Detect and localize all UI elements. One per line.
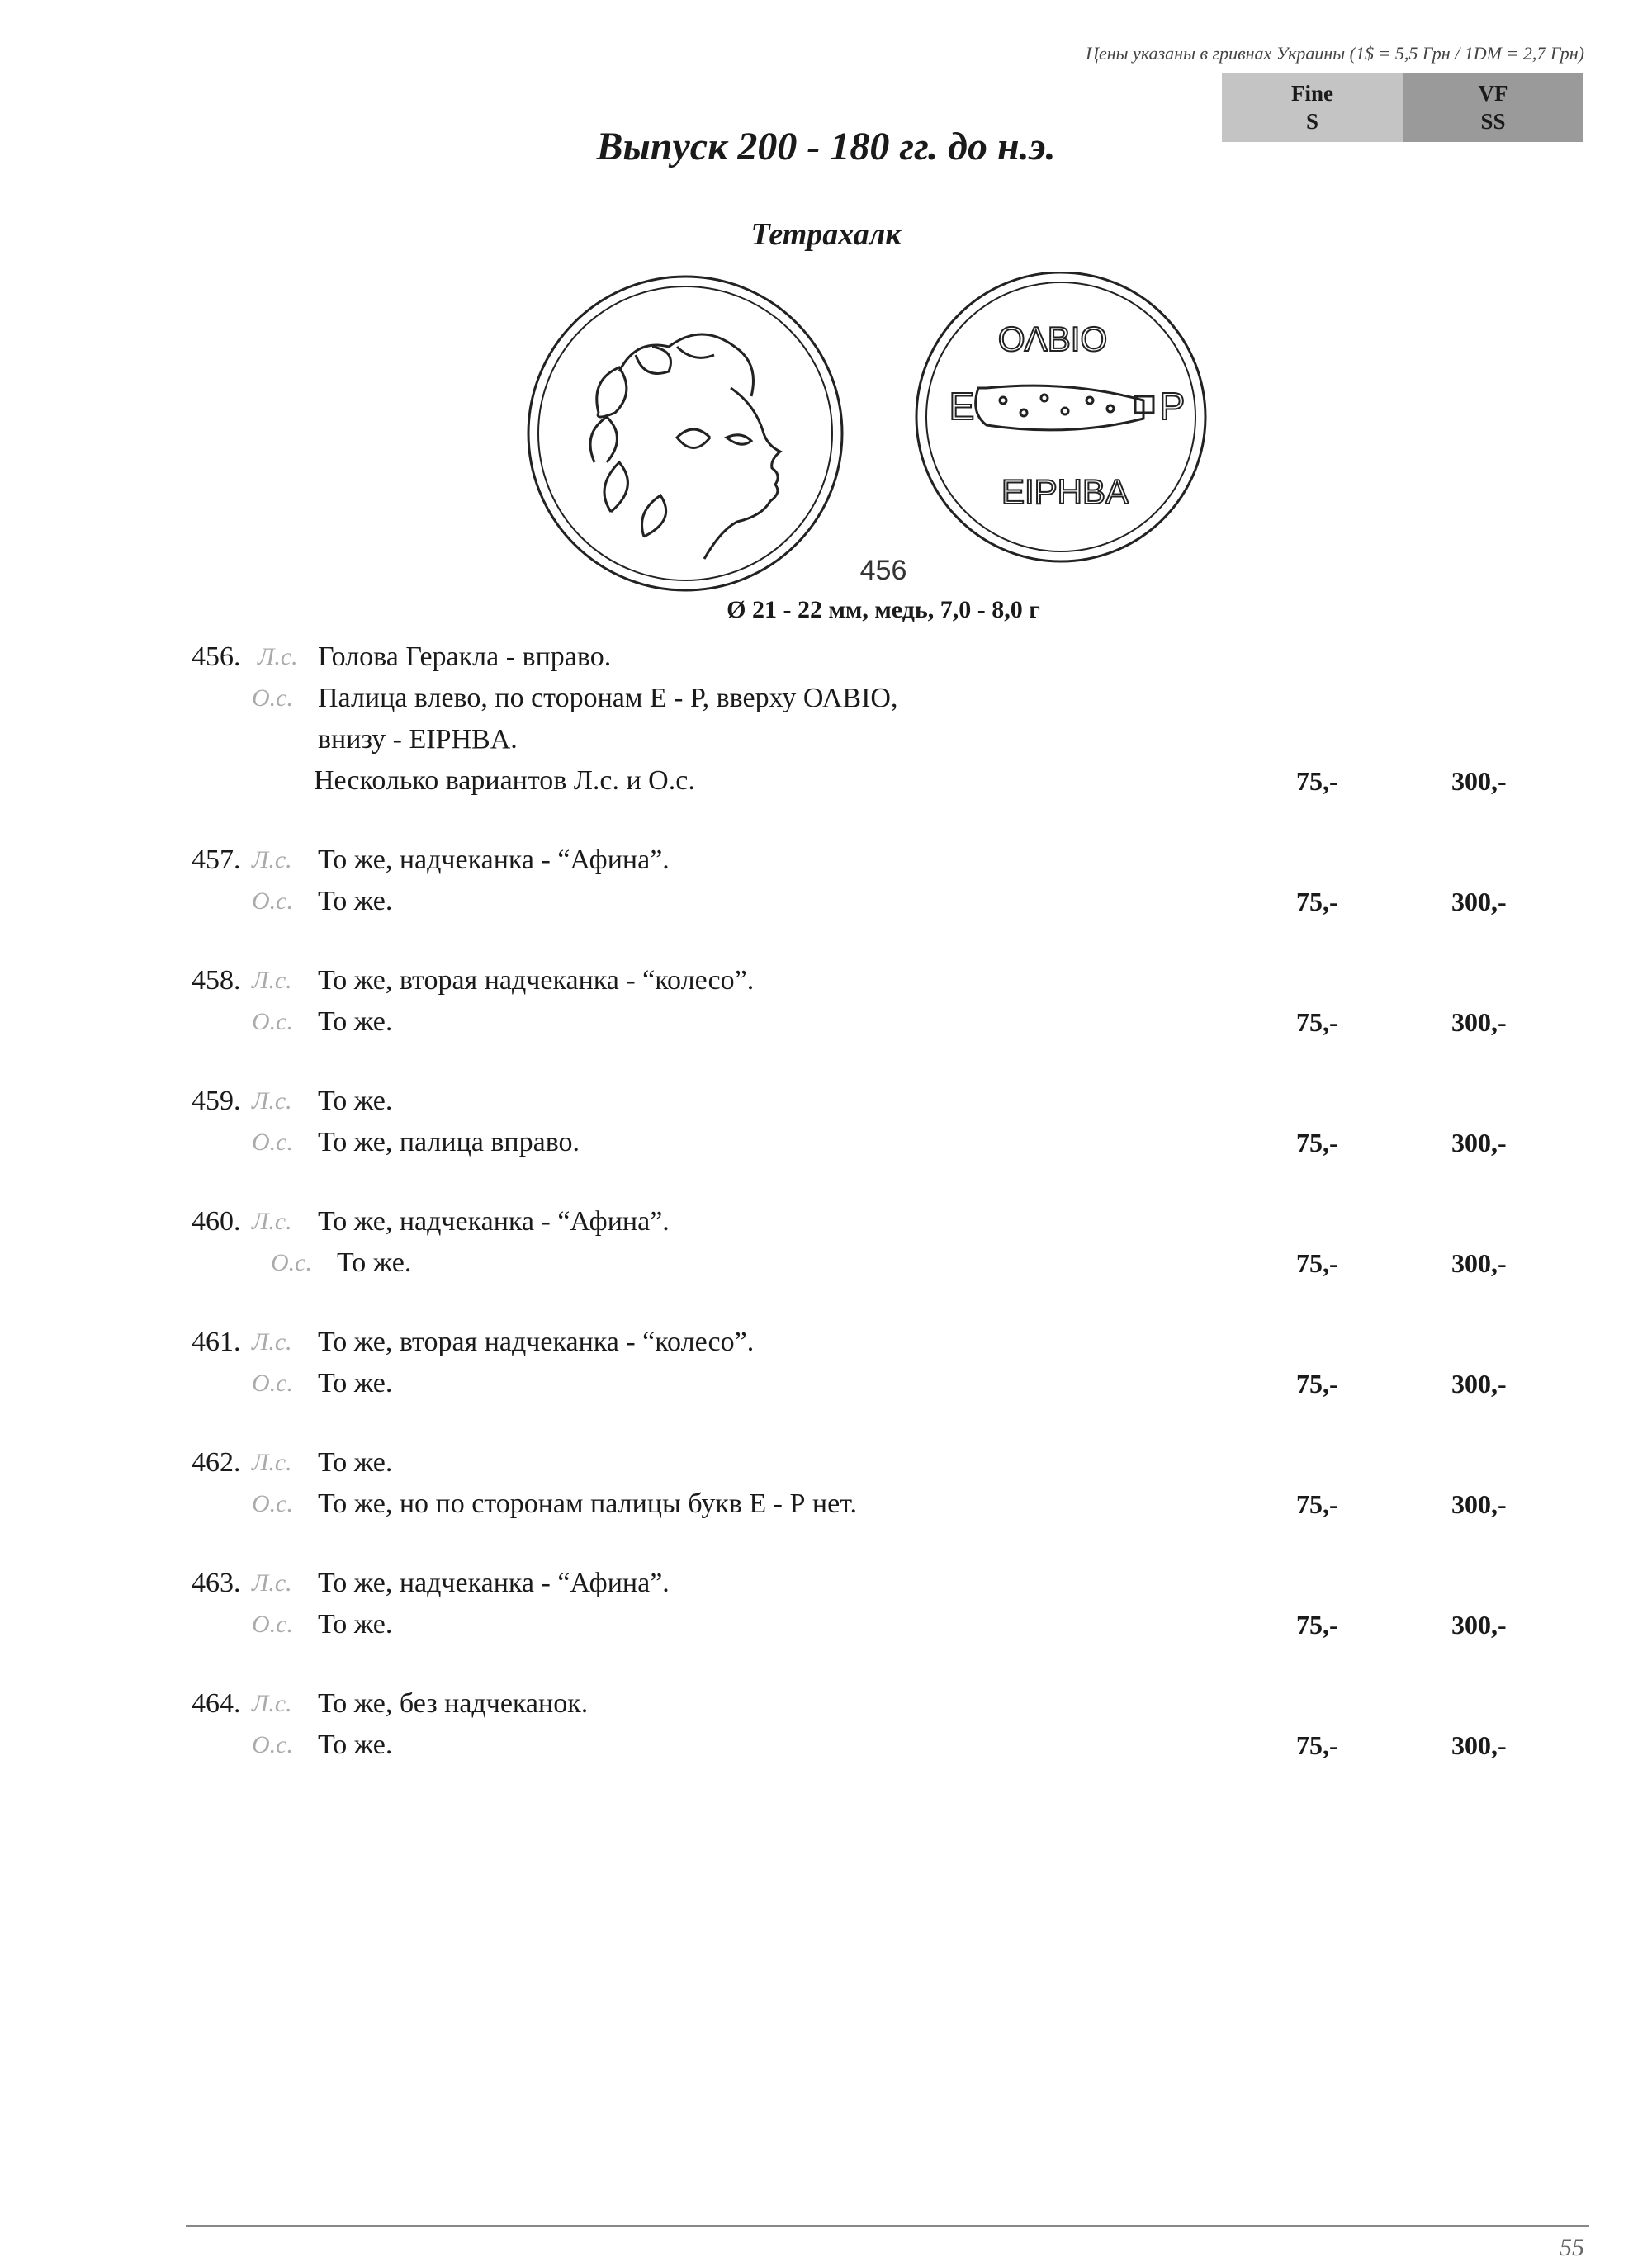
price-vf: 300,- <box>1451 1007 1507 1037</box>
reverse-text: То же. <box>318 1730 393 1760</box>
reverse-abbr: О.с. <box>271 1249 312 1276</box>
entry-number: 460. <box>192 1206 241 1237</box>
grade-fine-label: Fine <box>1291 81 1333 106</box>
reverse-text: То же, но по сторонам палицы букв Е - Р нет. <box>318 1488 857 1519</box>
obverse-abbr: Л.с. <box>252 1328 292 1356</box>
entry-number: 461. <box>192 1327 241 1357</box>
obverse-abbr: Л.с. <box>252 1208 292 1235</box>
price-vf: 300,- <box>1451 766 1507 796</box>
reverse-abbr: О.с. <box>252 684 293 712</box>
price-vf: 300,- <box>1451 887 1507 916</box>
obverse-abbr: Л.с. <box>252 846 292 873</box>
price-fine: 75,- <box>1296 766 1338 796</box>
reverse-abbr: О.с. <box>252 887 293 915</box>
price-vf: 300,- <box>1451 1128 1507 1157</box>
coin-spec: Ø 21 - 22 мм, медь, 7,0 - 8,0 г <box>727 596 1040 623</box>
reverse-text: То же. <box>318 886 393 916</box>
grade-vf-label: VF <box>1478 81 1508 106</box>
reverse-abbr: О.с. <box>252 1370 293 1397</box>
heracles-head-icon <box>528 277 842 590</box>
obverse-abbr: Л.с. <box>252 1690 292 1717</box>
price-vf: 300,- <box>1451 1369 1507 1398</box>
grade-vf-abbr: SS <box>1480 109 1506 134</box>
reverse-text: Палица влево, по сторонам Е - Р, вверху ΟΛΒΙΟ, <box>318 683 898 713</box>
obverse-text: То же, вторая надчеканка - “колесо”. <box>318 1327 755 1357</box>
page-title: Выпуск 200 - 180 гг. до н.э. <box>596 125 1056 168</box>
reverse-top-legend: ΟΛΒΙΟ <box>997 319 1108 358</box>
obverse-text: То же, надчеканка - “Афина”. <box>318 1206 670 1237</box>
price-fine: 75,- <box>1296 1248 1338 1278</box>
obverse-text: То же. <box>318 1086 393 1116</box>
price-fine: 75,- <box>1296 1369 1338 1398</box>
reverse-abbr: О.с. <box>252 1490 293 1517</box>
obverse-text: То же. <box>318 1447 393 1478</box>
entry-number: 463. <box>192 1568 241 1598</box>
reverse-abbr: О.с. <box>252 1008 293 1035</box>
reverse-text: То же. <box>318 1006 393 1037</box>
entry-number: 464. <box>192 1688 241 1719</box>
obverse-text: То же, без надчеканок. <box>318 1688 589 1719</box>
reverse-text: То же. <box>318 1368 393 1398</box>
price-vf: 300,- <box>1451 1248 1507 1278</box>
obverse-abbr: Л.с. <box>252 1449 292 1476</box>
reverse-text: То же, палица вправо. <box>318 1127 580 1157</box>
price-fine: 75,- <box>1296 887 1338 916</box>
obverse-text: Голова Геракла - вправо. <box>318 641 612 672</box>
reverse-abbr: О.с. <box>252 1731 293 1758</box>
reverse-text-2: внизу - ΕΙΡΗΒΑ. <box>318 724 518 755</box>
obverse-text: То же, надчеканка - “Афина”. <box>318 845 670 875</box>
price-fine: 75,- <box>1296 1489 1338 1519</box>
grade-fine-abbr: S <box>1305 109 1319 134</box>
price-fine: 75,- <box>1296 1007 1338 1037</box>
reverse-text: То же. <box>337 1247 412 1278</box>
reverse-abbr: О.с. <box>252 1611 293 1638</box>
price-fine: 75,- <box>1296 1730 1338 1760</box>
obverse-text: То же, надчеканка - “Афина”. <box>318 1568 670 1598</box>
obverse-abbr: Л.с. <box>252 967 292 994</box>
price-vf: 300,- <box>1451 1489 1507 1519</box>
footer-rule <box>186 2225 1589 2227</box>
coin-illustration <box>520 272 1263 594</box>
price-fine: 75,- <box>1296 1610 1338 1640</box>
page-number: 55 <box>1560 2234 1584 2261</box>
reverse-abbr: О.с. <box>252 1129 293 1156</box>
reverse-bottom-legend: ΕΙΡΗΒΑ <box>1001 472 1129 511</box>
variant-note: Несколько вариантов Л.с. и О.с. <box>314 765 695 796</box>
obverse-abbr: Л.с. <box>252 1569 292 1597</box>
entry-number: 458. <box>192 965 241 996</box>
price-vf: 300,- <box>1451 1730 1507 1760</box>
obverse-abbr: Л.с. <box>252 1087 292 1114</box>
price-note: Цены указаны в гривнах Украины (1$ = 5,5 Грн / 1DM = 2,7 Грн) <box>1086 43 1584 64</box>
section-subtitle: Тетрахалк <box>750 217 902 252</box>
obverse-text: То же, вторая надчеканка - “колесо”. <box>318 965 755 996</box>
entry-number: 462. <box>192 1447 241 1478</box>
price-fine: 75,- <box>1296 1128 1338 1157</box>
entry-number: 459. <box>192 1086 241 1116</box>
reverse-left-letter: E <box>949 385 975 428</box>
entry-number: 456. <box>192 641 241 672</box>
reverse-right-letter: P <box>1159 385 1186 428</box>
reverse-text: То же. <box>318 1609 393 1640</box>
entry-number: 457. <box>192 845 241 875</box>
coin-image-number: 456 <box>859 555 907 586</box>
price-vf: 300,- <box>1451 1610 1507 1640</box>
obverse-abbr: Л.с. <box>258 643 298 670</box>
